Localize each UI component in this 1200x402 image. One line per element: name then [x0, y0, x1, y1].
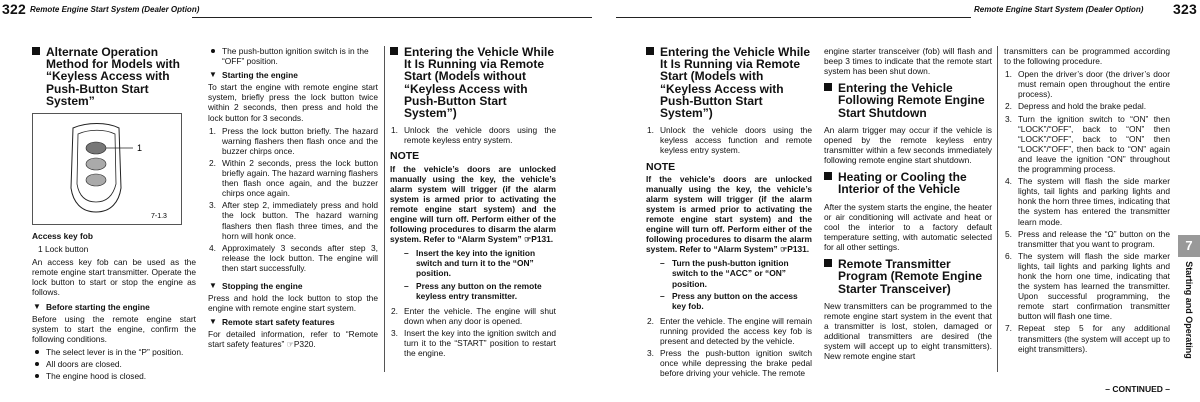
body-text: After the system starts the engine, the heater or air conditioning will activate and heat or cool the interior to a factory default temperature setting, with automatic selected for all other settings. [824, 201, 992, 253]
list-item: The engine hood is closed. [32, 371, 196, 381]
section-heading: Entering the Vehicle While It Is Running via Remote Start (Models without “Keyless Access with Push-Button Start System”) [390, 46, 556, 119]
list-item: All doors are closed. [32, 359, 196, 369]
subheading: ▼ Remote start safety features [209, 317, 335, 328]
section-heading: Remote Transmitter Program (Remote Engine Starter Transceiver) [824, 258, 992, 295]
chapter-side-label: Starting and Operating [1184, 261, 1194, 359]
section-heading: Entering the Vehicle Following Remote Engine Start Shutdown [824, 82, 992, 119]
section-heading: Alternate Operation Method for Models with “Keyless Access with Push-Button Start System” [32, 46, 196, 107]
subheading: ▼ Stopping the engine [209, 280, 303, 291]
disarm-options [390, 248, 556, 300]
chapter-tab: 7 [1178, 235, 1200, 257]
conditions-list-cont [208, 46, 378, 66]
note-heading: NOTE [646, 160, 676, 173]
list-item: – Press any button on the access key fob. [660, 290, 798, 311]
body-text: Before using the remote engine start system to start the engine, confirm the following conditions. [32, 313, 196, 344]
page-reference: P320. [293, 339, 316, 350]
key-fob-figure [32, 113, 182, 225]
step-item: 1. Press the lock button briefly. The hazard warning flashers then flash once and the buzzer chirps once. [209, 125, 378, 156]
right-column-3 [1004, 46, 1170, 357]
body-text: For detailed information, refer to “Remote start safety features” ☞P320. [208, 329, 378, 350]
step-item: 3. Press the push-button ignition switch once while depressing the brake pedal before driving your vehicle. The remote [647, 348, 812, 379]
key-fob-illustration [33, 114, 181, 224]
right-page-title: Remote Engine Start System (Dealer Option) [974, 5, 1144, 14]
left-column-1 [32, 46, 196, 383]
step-item: 1. Unlock the vehicle doors using the keyless access function and remote keyless entry system. [647, 125, 812, 156]
steps [390, 306, 556, 358]
step-item: 6. The system will flash the side marker lights, tail lights and parking lights and honk the horn one time, indicating that the system has learned the transmitter. Upon successful programming, the remote start confirmation transmitter button will flash one time. [1005, 250, 1170, 322]
right-page-number: 323 [1173, 1, 1197, 17]
list-item: – Insert the key into the ignition switch and turn it to the “ON” position. [404, 248, 536, 279]
right-page-header [606, 2, 1200, 28]
body-text: An alarm trigger may occur if the vehicle is opened by the remote keyless entry transmitter within a few seconds immediately following remote engine start shutdown. [824, 124, 992, 166]
step-item: 1. Unlock the vehicle doors using the remote keyless entry system. [391, 125, 556, 146]
step-item: 3. Insert the key into the ignition switch and turn it to the “START” position to restart the engine. [391, 327, 556, 359]
steps [646, 125, 812, 155]
body-text: Press and hold the lock button to stop the engine with remote engine start system. [208, 293, 378, 314]
subheading: ▼ Starting the engine [209, 70, 298, 81]
left-column-2 [208, 46, 378, 354]
step-item: 2. Enter the vehicle. The engine will shut down when any door is opened. [391, 305, 556, 326]
section-heading: Heating or Cooling the Interior of the Vehicle [824, 171, 992, 195]
column-divider [997, 46, 998, 372]
step-item: 2. Depress and hold the brake pedal. [1005, 101, 1147, 112]
note-heading: NOTE [390, 150, 420, 163]
body-text: engine starter transceiver (fob) will flash and beep 3 times to indicate that the remote start system has been shut down. [824, 46, 992, 77]
step-item: 4. Approximately 3 seconds after step 3, release the lock button. The engine will then start successfully. [209, 242, 378, 273]
right-column-2 [824, 46, 992, 364]
step-item: 3. Turn the ignition switch to “ON” then “LOCK”/“OFF”, back to “ON” then “LOCK”/“OFF”, back to “ON” then “LOCK”/“OFF”, then back to “ON” again and leave the ignition “ON” throughout the programming process. [1005, 113, 1170, 175]
programming-steps [1004, 69, 1170, 354]
step-item: 2. Within 2 seconds, press the lock button briefly again. The hazard warning flashers then flash once again, and the buzzer chirps once again. [209, 157, 378, 199]
page-reference: P131. [787, 244, 810, 255]
figure-caption-item: 1 Lock button [38, 244, 89, 255]
conditions-list [32, 347, 196, 381]
figure-caption: Access key fob [32, 231, 93, 242]
header-rule [616, 17, 971, 18]
subheading: ▼ Before starting the engine [33, 301, 150, 312]
left-page-title: Remote Engine Start System (Dealer Option) [30, 5, 200, 14]
step-item: 4. The system will flash the side marker lights, tail lights and parking lights and honk the horn three times, indicating that the system has entered the transmitter learn mode. [1005, 176, 1170, 227]
list-item: – Press any button on the remote keyless entry transmitter. [404, 280, 542, 301]
left-page-number: 322 [2, 1, 26, 17]
body-text: To start the engine with remote engine start system, briefly press the lock button twice within 2 seconds, then press and hold the lock button for 3 seconds. [208, 82, 378, 123]
step-item: 5. Press and release the “Ω” button on the transmitter that you want to program. [1005, 228, 1170, 249]
right-column-1 [646, 46, 812, 381]
note-text: If the vehicle’s doors are unlocked manually using the key, the vehicle’s alarm system will trigger (if the alarm system is armed prior to activating the remote engine start system) and the engine will turn off. Perform either of the following procedures to disarm the alarm system. Refer to “Alarm System” ☞P131. [646, 173, 812, 255]
list-item: The select lever is in the “P” position. [32, 347, 196, 357]
step-item: 2. Enter the vehicle. The engine will remain running provided the access key fob is present and detected by the vehicle. [647, 315, 812, 346]
body-text: New transmitters can be programmed to the remote engine start system in the event that a transmitter is lost, stolen, damaged or additional transmitters are desired (the system will accept up to eight transmitters). New remote engine start [824, 300, 992, 362]
page-reference: P131. [531, 234, 554, 245]
step-item: 7. Repeat step 5 for any additional transmitters (the system will accept up to eight transmitters). [1005, 323, 1170, 354]
start-steps [208, 126, 378, 273]
steps [646, 316, 812, 379]
note-text: If the vehicle’s doors are unlocked manually using the key, the vehicle’s alarm system will trigger (if the alarm system is armed prior to activating the remote engine start system) and the engine will turn off. Perform either of the following procedures to disarm the alarm system. Refer to “Alarm System” ☞P131. [390, 163, 556, 245]
figure-code: 7-1.3 [151, 213, 167, 221]
disarm-options [646, 258, 812, 310]
body-text: An access key fob can be used as the remote engine start transmitter. Operate the lock button to start or stop the engine as follows. [32, 257, 196, 298]
figure-callout: 1 [137, 143, 143, 154]
column-divider [384, 46, 385, 372]
list-item: The push-button ignition switch is in the “OFF” position. [208, 46, 378, 66]
body-text: transmitters can be programmed according to the following procedure. [1004, 46, 1170, 67]
left-column-3 [390, 46, 556, 361]
step-item: 3. After step 2, immediately press and hold the lock button. The hazard warning flashers then flash three times, and the horn will honk once. [209, 200, 378, 241]
left-page-header [2, 2, 594, 28]
section-heading: Entering the Vehicle While It Is Running via Remote Start (Models with “Keyless Access with Push-Button Start System”) [646, 46, 812, 119]
header-rule [192, 17, 592, 18]
step-item: 1. Open the driver’s door (the driver’s door must remain open throughout the entire process). [1005, 69, 1170, 100]
steps [390, 125, 556, 145]
continued-label: – CONTINUED – [1105, 384, 1170, 394]
list-item: – Turn the push-button ignition switch to the “ACC” or “ON” position. [660, 258, 789, 289]
